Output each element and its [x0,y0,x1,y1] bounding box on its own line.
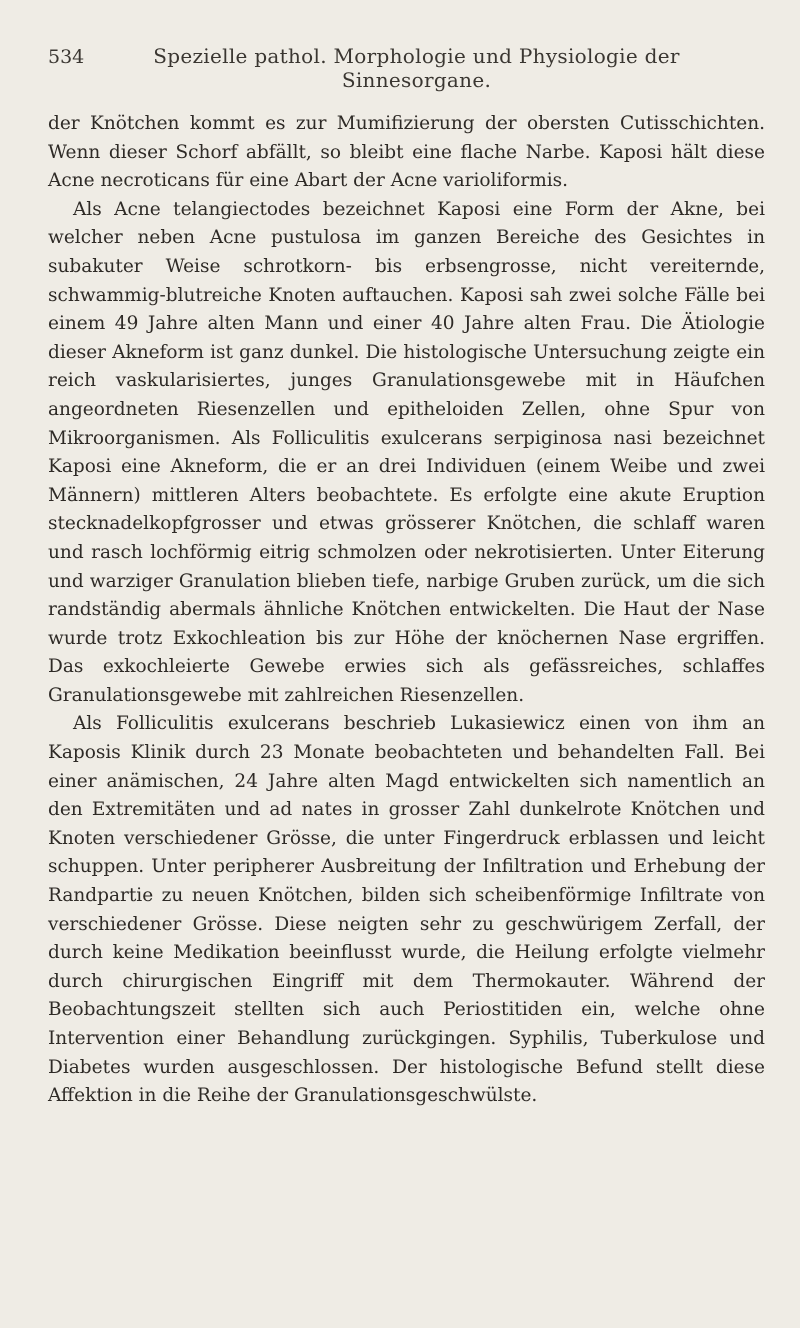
body-text [48,110,765,1111]
page-number: 534 [48,46,85,68]
paragraph-3: Als Folliculitis exulcerans beschrieb Lukasiewicz einen von ihm an Kaposis Klinik durch 23 Monate beobachteten und behandelten Fall. Bei einer anämischen, 24 Jahre alten Magd entwickelten sich namentlich an den Extremitäten und ad nates in grosser Zahl dunkelrote Knötchen und Knoten verschiedener Grösse, die unter Fingerdruck erblassen und leicht schuppen. Unter peripherer Ausbreitung der Infiltration und Erhebung der Randpartie zu neuen Knötchen, bilden sich scheibenförmige Infiltrate von verschiedener Grösse. Diese neigten sehr zu geschwürigem Zerfall, der durch keine Medikation beeinflusst wurde, die Heilung erfolgte vielmehr durch chirurgischen Eingriff mit dem Thermokauter. Während der Beobachtungszeit stellten sich auch Periostitiden ein, welche ohne Intervention einer Behandlung zurückgingen. Syphilis, Tuberkulose und Diabetes wurden ausgeschlossen. Der histologische Befund stellt diese Affektion in die Reihe der Granulationsgeschwülste. [48,713,765,1107]
running-head [48,44,765,92]
paragraph-1: der Knötchen kommt es zur Mumifizierung der obersten Cutisschichten. Wenn dieser Schorf abfällt, so bleibt eine flache Narbe. Kaposi hält diese Acne necroticans für eine Abart der Acne varioliformis. [48,113,765,192]
paragraph-2: Als Acne telangiectodes bezeichnet Kaposi eine Form der Akne, bei welcher neben Acne pustulosa im ganzen Bereiche des Gesichtes in subakuter Weise schrotkorn- bis erbsengrosse, nicht vereiternde, schwammig-blutreiche Knoten auftauchen. Kaposi sah zwei solche Fälle bei einem 49 Jahre alten Mann und einer 40 Jahre alten Frau. Die Ätiologie dieser Akneform ist ganz dunkel. Die histologische Untersuchung zeigte ein reich vaskularisiertes, junges Granulationsgewebe mit in Häufchen angeordneten Riesenzellen und epitheloiden Zellen, ohne Spur von Mikroorganismen. Als Folliculitis exulcerans serpiginosa nasi bezeichnet Kaposi eine Akneform, die er an drei Individuen (einem Weibe und zwei Männern) mittleren Alters beobachtete. Es erfolgte eine akute Eruption stecknadelkopfgrosser und etwas grösserer Knötchen, die schlaff waren und rasch lochförmig eitrig schmolzen oder nekrotisierten. Unter Eiterung und warziger Granulation blieben tiefe, narbige Gruben zurück, um die sich randständig abermals ähnliche Knötchen entwickelten. Die Haut der Nase wurde trotz Exkochleation bis zur Höhe der knöchernen Nase ergriffen. Das exkochleierte Gewebe erwies sich als gefässreiches, schlaffes Granulationsgewebe mit zahlreichen Riesenzellen. [48,198,765,706]
book-page [48,44,765,1111]
running-title: Spezielle pathol. Morphologie und Physiologie der Sinnesorgane. [153,44,680,92]
